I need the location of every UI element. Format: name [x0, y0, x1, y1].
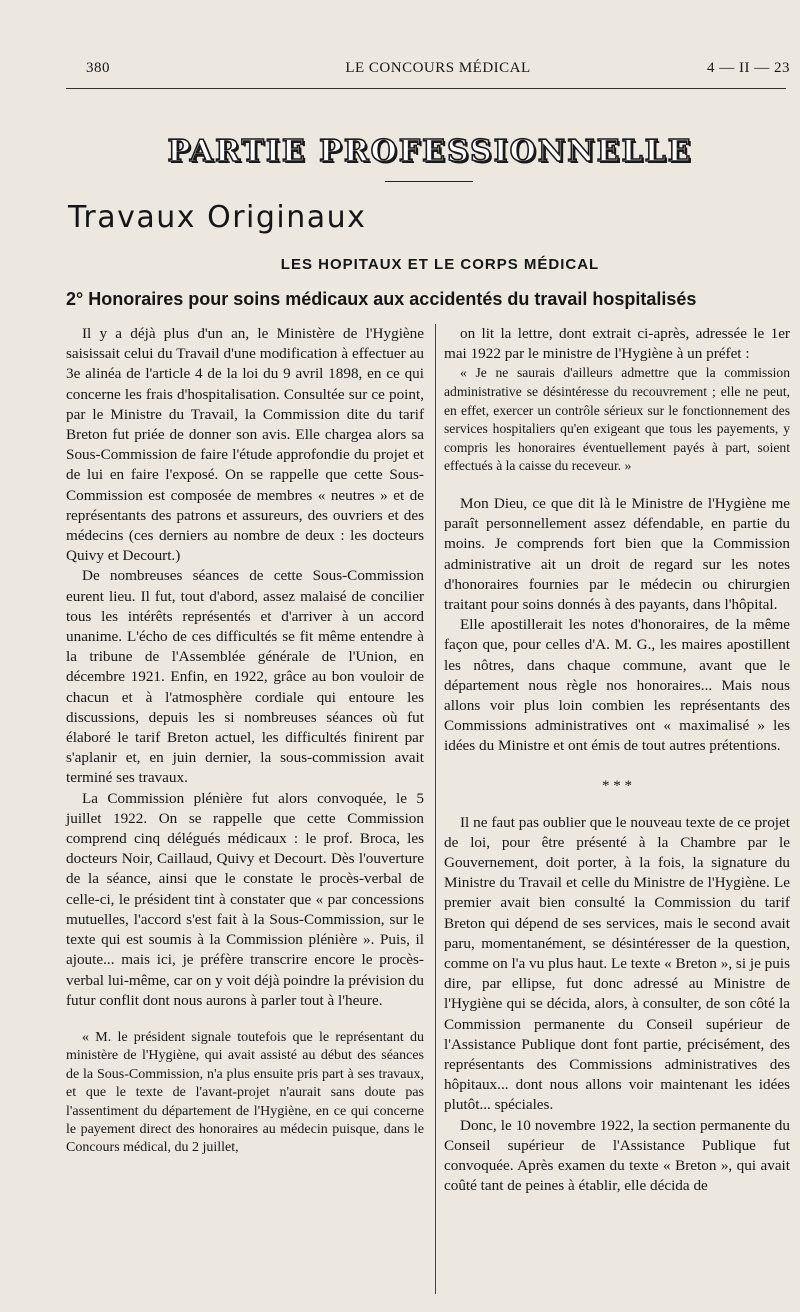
left-column	[66, 324, 424, 1158]
article-title: 2° Honoraires pour soins médicaux aux accidentés du travail hospitalisés	[66, 289, 697, 309]
rubric-heading: Travaux Originaux	[68, 200, 367, 235]
page-number: 380	[86, 60, 110, 76]
paragraph: Il y a déjà plus d'un an, le Ministère de l'Hygiène saisissait celui du Travail d'une modification à effectuer au 3e alinéa de l'article 4 de la loi du 9 avril 1898, en ce qui concerne les frais d'hospitalisation. Consultée sur ce point, par le Ministre du Travail, la Commission dite du tarif Breton fut priée de donner son avis. Elle chargea alors sa Sous-Commission de faire l'étude approfondie du projet et de lui en faire l'exposé. On se rappelle que cette Sous-Commission est composée de membres « neutres » et de représentants des patrons et assureurs, des ouvriers et des médecins (ces derniers au nombre de deux : les docteurs Quivy et Decourt.)	[66, 325, 424, 565]
article-kicker: LES HOPITAUX ET LE CORPS MÉDICAL	[280, 256, 600, 273]
quoted-minutes: « M. le président signale toutefois que le représentant du ministère de l'Hygiène, qui avait assisté au début des séances de la Sous-Commission, n'a plus ensuite pris part à ses travaux, et que le texte de l'avant-projet n'aurait sans doute pas l'assentiment du département de l'Hygiène, en ce qui concerne le payement direct des honoraires au médecin puisque, dans le Concours médical, du 2 juillet,	[66, 1029, 424, 1156]
paragraph: Mon Dieu, ce que dit là le Ministre de l'Hygiène me paraît personnellement assez défendable, en partie du moins. Je comprends fort bien que la Commission administrative ait un droit de regard sur les notes d'honoraires fournies par le médecin ou chirurgien traitant pour soins donnés à des payants, dans l'hôpital.	[444, 494, 790, 613]
paragraph: on lit la lettre, dont extrait ci-après, adressée le 1er mai 1922 par le ministre de l'Hygiène à un préfet :	[444, 325, 790, 363]
title-rule	[385, 181, 473, 182]
right-column	[444, 324, 790, 1196]
running-header	[86, 60, 790, 86]
paragraph: Elle apostillerait les notes d'honoraires, de la même façon que, pour celles d'A. M. G., les maires apostillent les nôtres, dans chaque commune, avant que le département nous règle nos honoraires... Mais nous allons voir plus loin combien les représentants des Commissions administratives ont « maximalisé » les idées du Ministre et ont émis de tout autres prétentions.	[444, 616, 790, 755]
paragraph: De nombreuses séances de cette Sous-Commission eurent lieu. Il fut, tout d'abord, assez malaisé de concilier tous les intérêts représentés et d'arriver à un accord unanime. L'écho de ces difficultés se fit même entendre à la tribune de l'Assemblée générale de l'Union, en décembre 1921. Enfin, en 1922, grâce au bon vouloir de chacun et à l'atmosphère cordiale qui entoure les discussions, depuis les si nombreuses séances où fut élaboré le tarif Breton actuel, les difficultés finirent par s'aplanir et, en juin dernier, la sous-commission avait terminé ses travaux.	[66, 567, 424, 787]
issue-date: 4 — II — 23	[707, 60, 790, 76]
column-divider	[435, 324, 436, 1294]
journal-title: LE CONCOURS MÉDICAL	[345, 60, 531, 76]
section-title: PARTIE PROFESSIONNELLE	[167, 134, 693, 169]
paragraph: Donc, le 10 novembre 1922, la section permanente du Conseil supérieur de l'Assistance Publique fut convoquée. Après examen du texte « Breton », qui avait coûté tant de peines à établir, elle décida de	[444, 1116, 790, 1195]
header-rule	[66, 88, 786, 89]
quoted-letter: « Je ne saurais d'ailleurs admettre que la commission administrative se désintéresse du recouvrement ; elle ne peut, en effet, exercer un contrôle sérieux sur le fonctionnement des services hospitaliers qu'en exigeant que tous les payements, y compris les honoraires éventuellement payés à part, soient effectués à la caisse du receveur. »	[444, 365, 790, 474]
paragraph: Il ne faut pas oublier que le nouveau texte de ce projet de loi, pour être présenté à la Chambre par le Gouvernement, doit porter, à la fois, la signature du Ministre du Travail et celle du Ministre de l'Hygiène. Le premier avait bien consulté la Commission du tarif Breton qui dépend de ses services, mais le second avait paru, momentanément, se désintéresser de la question, comme on l'a vu plus haut. Le texte « Breton », si je puis dire, par ellipse, fut donc adressé au Ministre de l'Hygiène qui se décida, alors, à consulter, de son côté la Commission permanente du Conseil supérieur de l'Assistance Publique dont font partie, précisément, des représentants des Commissions administratives des hôpitaux... dont nous allons voir maintenant les idées plutôt... spéciales.	[444, 813, 790, 1114]
paragraph: La Commission plénière fut alors convoquée, le 5 juillet 1922. On se rappelle que cette Commission comprend cinq délégués médicaux : le prof. Broca, les docteurs Noir, Caillaud, Quivy et Decourt. Dès l'ouverture de la séance, ainsi que le constate le procès-verbal de celle-ci, le président tint à constater que « par concessions mutuelles, l'accord s'est fait à la Sous-Commission, sur le texte qui est soumis à la Commission plénière ». Puis, il ajoute... mais ici, je préfère transcrire encore le procès-verbal lui-même, car on y voit déjà poindre la prévision du futur conflit dont nous aurons à parler tout à l'heure.	[66, 789, 424, 1009]
section-separator: * * *	[602, 777, 632, 794]
